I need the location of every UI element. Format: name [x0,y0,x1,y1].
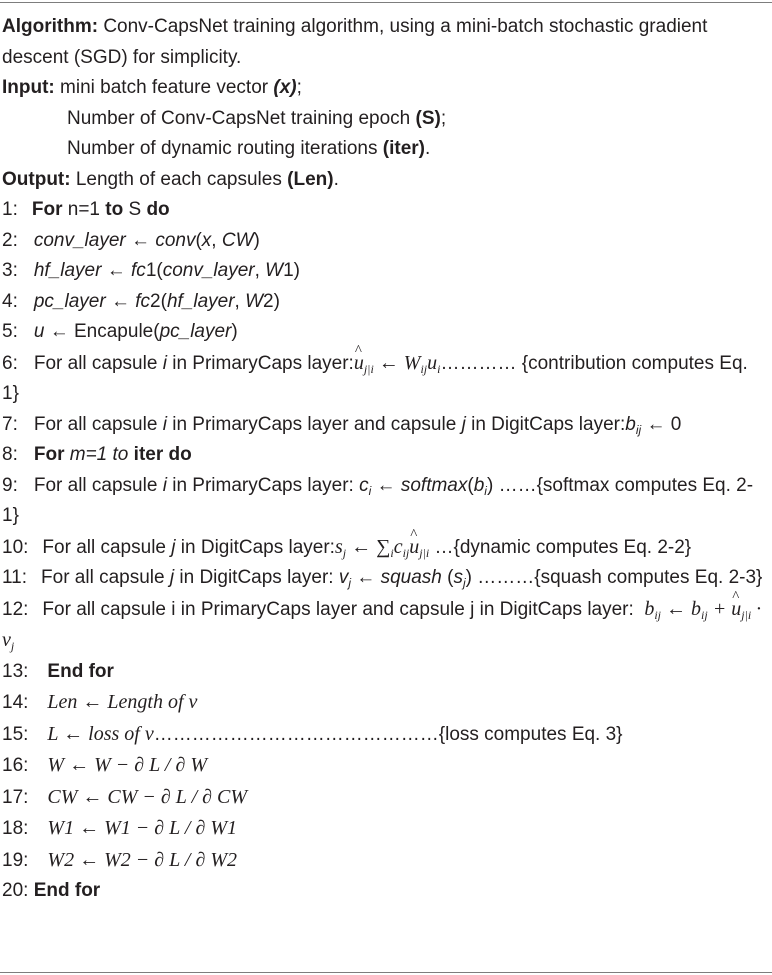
fc2-args: (hf_layer, W2) [160,290,280,312]
input-line-2: Number of Conv-CapsNet training epoch (S); [67,107,447,129]
step-9-text: For all capsule i in PrimaryCaps layer: $c_i$ ← [33,474,401,498]
weighted-sum-formula: $s_j$ ← $\sum_ic_{ij}\^{}$ $u_{j|i}$ [335,536,429,558]
step-5: 5: u ← Encapule(pc_layer) [2,321,238,342]
step-1: 1: For n=1 to S do [2,199,170,220]
step-6-text: For all capsule i in PrimaryCaps layer: [33,352,354,374]
step-6: 6: For all capsule i in PrimaryCaps layer:^ $u_{j|i}$ ← $W_{ij}u_i\dots\dots\dots\dots$ {contribution computes Eq. 1} [2,348,768,410]
step-10-text: For all capsule j in DigitCaps layer: [42,536,335,558]
input-line-1: Input: mini batch feature vector (x); [2,77,302,98]
step-3: 3: hf_layer ← fc1(conv_layer, W1) [2,260,301,281]
fc1-args: (conv_layer, W1) [156,260,301,281]
input-line-3: Number of dynamic routing iterations (iter). [67,138,431,159]
step-4: 4: pc_layer ← fc2(hf_layer, W2) [2,290,280,312]
step-7-text: For all capsule i in PrimaryCaps layer and capsule j in DigitCaps layer: [33,413,626,435]
step-7: 7: For all capsule i in PrimaryCaps layer and capsule j in DigitCaps $layer:b_{ij}$ ← 0 [2,413,682,437]
step-10: 10: For all capsule j in DigitCaps $layer:s_j$ ← $\sum_ic_{ij}\^{}$ $u_{j|i}$ …{dynamic computes Eq. 2-2} [2,532,768,564]
conv-args: (x, CW) [195,229,260,251]
step-2: 2: conv_layer ← conv(x, CW) [2,229,260,251]
step-11-text: For all capsule j in DigitCaps layer: $v_j$ ← [41,567,381,590]
encapsule-call: Encapule(pc_layer) [74,321,238,342]
step-20: 20: End for [2,880,101,901]
bottom-rule [0,972,772,973]
top-rule [0,2,772,3]
prediction-formula: ^ $u_{j|i}$ ← $W_{ij}u_i$ [354,352,441,374]
step-8: 8: For m=1 to iter do [2,444,192,465]
step-14: 14: Len ← Length of v [2,691,198,713]
step-9: 9: For all capsule i in PrimaryCaps layer: $c_i$ ← $softmax(b_i)$ ……{softmax computes Eq. 2-1} [2,474,754,526]
algorithm-content [2,12,768,907]
step-13: 13: End for [2,660,114,682]
step-11: 11: For all capsule j in DigitCaps layer: $v_j$ ← squash $(s_j)$ ………{squash computes Eq. 2-3} [2,567,763,590]
agreement-formula: $b_{ij}$ ← $b_{ij}$ + ^ $u_{j|i} \cdot v_j$ [2,598,761,652]
output-line: Output: Length of each capsules (Len). [2,168,339,190]
step-18: 18: W1 ← W1 − ∂ L / ∂ W1 [2,817,237,839]
step-12: 12: For all capsule i in PrimaryCaps layer and capsule j in DigitCaps layer: $b_{ij}$ ← $b_{ij}$ + ^ $u_{j|i} \cdot v_j$ [2,594,768,657]
step-17: 17: CW ← CW − ∂ L / ∂ CW [2,785,248,808]
step-15: 15: L ← loss of v………………………………………{loss computes Eq. 3} [2,722,623,745]
step-16: 16: W ← W − ∂ L / ∂ W [2,754,207,776]
step-19: 19: W2 ← W2 − ∂ L / ∂ W2 [2,848,237,871]
algorithm-header: Algorithm: Conv-CapsNet training algorithm, using a mini-batch stochastic gradient descent (SGD) for simplicity. [2,16,708,68]
